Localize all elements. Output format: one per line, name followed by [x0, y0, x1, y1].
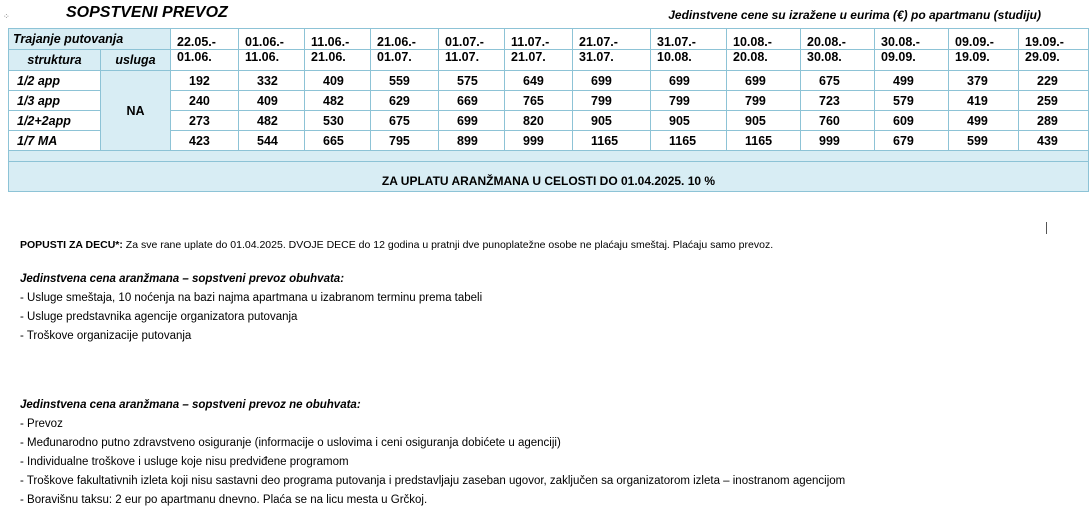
period-start: 01.07.- [439, 29, 505, 50]
price-cell: 899 [439, 131, 505, 151]
period-start: 30.08.- [875, 29, 949, 50]
table-footer-row [9, 162, 1089, 192]
discount-note [20, 236, 1040, 255]
price-cell: 409 [305, 71, 371, 91]
price-cell: 905 [651, 111, 727, 131]
header-service: usluga [101, 50, 171, 71]
price-cell: 559 [371, 71, 439, 91]
price-cell: 544 [239, 131, 305, 151]
price-cell: 273 [171, 111, 239, 131]
price-cell: 905 [573, 111, 651, 131]
price-cell: 820 [505, 111, 573, 131]
price-cell: 332 [239, 71, 305, 91]
price-cell: 609 [875, 111, 949, 131]
price-cell: 439 [1019, 131, 1089, 151]
table-gap-row [9, 151, 1089, 162]
table-row [9, 71, 1089, 91]
row-label: 1/2+2app [9, 111, 101, 131]
price-cell: 1165 [727, 131, 801, 151]
price-cell: 482 [305, 91, 371, 111]
price-cell: 192 [171, 71, 239, 91]
excludes-item: - Troškove fakultativnih izleta koji nisu sastavni deo programa putovanja i predstavljaju zaseban ugovor, zaključen sa organizatorom izleta – inostranom agencijom [20, 475, 846, 487]
text-cursor-mark [1046, 222, 1047, 234]
price-cell: 665 [305, 131, 371, 151]
period-end: 09.09. [875, 50, 949, 71]
price-cell: 409 [239, 91, 305, 111]
price-cell: 229 [1019, 71, 1089, 91]
table-header-row-1 [9, 29, 1089, 50]
price-cell: 795 [371, 131, 439, 151]
table-row [9, 91, 1089, 111]
price-cell: 723 [801, 91, 875, 111]
price-cell: 675 [371, 111, 439, 131]
price-cell: 675 [801, 71, 875, 91]
period-start: 31.07.- [651, 29, 727, 50]
row-label: 1/7 MA [9, 131, 101, 151]
price-cell: 765 [505, 91, 573, 111]
excludes-section [20, 396, 845, 510]
table-row [9, 131, 1089, 151]
includes-item: - Troškove organizacije putovanja [20, 330, 192, 342]
excludes-item: - Međunarodno putno zdravstveno osiguranje (informacije o uslovima i ceni osiguranja dobićete u agenciji) [20, 437, 561, 449]
price-cell: 999 [801, 131, 875, 151]
early-payment-note: ZA UPLATU ARANŽMANA U CELOSTI DO 01.04.2025. 10 % [9, 162, 1089, 192]
period-start: 01.06.- [239, 29, 305, 50]
period-end: 21.07. [505, 50, 573, 71]
price-cell: 575 [439, 71, 505, 91]
period-start: 20.08.- [801, 29, 875, 50]
period-end: 19.09. [949, 50, 1019, 71]
price-cell: 669 [439, 91, 505, 111]
period-end: 11.06. [239, 50, 305, 71]
includes-heading: Jedinstvena cena aranžmana – sopstveni prevoz obuhvata: [20, 273, 345, 285]
discount-text: Za sve rane uplate do 01.04.2025. DVOJE DECE do 12 godina u pratnji dve punoplatežne osobe ne plaćaju smeštaj. Plaćaju samo prevoz. [125, 239, 774, 251]
table-anchor-marker: ⁘ [3, 12, 10, 21]
price-cell: 379 [949, 71, 1019, 91]
period-start: 21.06.- [371, 29, 439, 50]
price-cell: 599 [949, 131, 1019, 151]
price-cell: 419 [949, 91, 1019, 111]
period-start: 11.06.- [305, 29, 371, 50]
excludes-item: - Boravišnu taksu: 2 eur po apartmanu dnevno. Plaća se na licu mesta u Grčkoj. [20, 494, 428, 506]
price-cell: 760 [801, 111, 875, 131]
period-start: 10.08.- [727, 29, 801, 50]
table-row [9, 111, 1089, 131]
period-end: 10.08. [651, 50, 727, 71]
excludes-heading: Jedinstvena cena aranžmana – sopstveni prevoz ne obuhvata: [20, 399, 361, 411]
header-duration: Trajanje putovanja [9, 29, 171, 50]
excludes-item: - Prevoz [20, 418, 63, 430]
price-cell: 699 [439, 111, 505, 131]
price-cell: 799 [651, 91, 727, 111]
price-cell: 289 [1019, 111, 1089, 131]
period-start: 09.09.- [949, 29, 1019, 50]
price-cell: 1165 [573, 131, 651, 151]
header-structure: struktura [9, 50, 101, 71]
price-cell: 482 [239, 111, 305, 131]
includes-section [20, 270, 482, 346]
period-end: 01.07. [371, 50, 439, 71]
row-label: 1/3 app [9, 91, 101, 111]
table-gap-cell [9, 151, 1089, 162]
price-cell: 699 [727, 71, 801, 91]
price-cell: 499 [949, 111, 1019, 131]
price-cell: 1165 [651, 131, 727, 151]
page-title: SOPSTVENI PREVOZ [66, 4, 228, 21]
price-cell: 629 [371, 91, 439, 111]
price-cell: 799 [573, 91, 651, 111]
price-cell: 999 [505, 131, 573, 151]
period-end: 01.06. [171, 50, 239, 71]
period-end: 11.07. [439, 50, 505, 71]
price-table [8, 28, 1089, 192]
price-cell: 423 [171, 131, 239, 151]
period-end: 20.08. [727, 50, 801, 71]
period-end: 31.07. [573, 50, 651, 71]
price-cell: 530 [305, 111, 371, 131]
price-cell: 579 [875, 91, 949, 111]
price-cell: 799 [727, 91, 801, 111]
period-start: 22.05.- [171, 29, 239, 50]
includes-item: - Usluge smeštaja, 10 noćenja na bazi najma apartmana u izabranom terminu prema tabeli [20, 292, 483, 304]
discount-label: POPUSTI ZA DECU*: [20, 239, 123, 251]
price-cell: 699 [651, 71, 727, 91]
period-start: 19.09.- [1019, 29, 1089, 50]
period-start: 21.07.- [573, 29, 651, 50]
price-cell: 649 [505, 71, 573, 91]
price-cell: 240 [171, 91, 239, 111]
row-label: 1/2 app [9, 71, 101, 91]
period-end: 29.09. [1019, 50, 1089, 71]
price-cell: 259 [1019, 91, 1089, 111]
price-cell: 499 [875, 71, 949, 91]
table-header-row-2 [9, 50, 1089, 71]
period-start: 11.07.- [505, 29, 573, 50]
service-cell: NA [101, 71, 171, 151]
period-end: 30.08. [801, 50, 875, 71]
excludes-item: - Individualne troškove i usluge koje nisu predviđene programom [20, 456, 349, 468]
includes-item: - Usluge predstavnika agencije organizatora putovanja [20, 311, 298, 323]
price-cell: 905 [727, 111, 801, 131]
price-cell: 699 [573, 71, 651, 91]
price-note: Jedinstvene cene su izražene u eurima (€) po apartmanu (studiju) [668, 8, 1041, 22]
period-end: 21.06. [305, 50, 371, 71]
price-cell: 679 [875, 131, 949, 151]
